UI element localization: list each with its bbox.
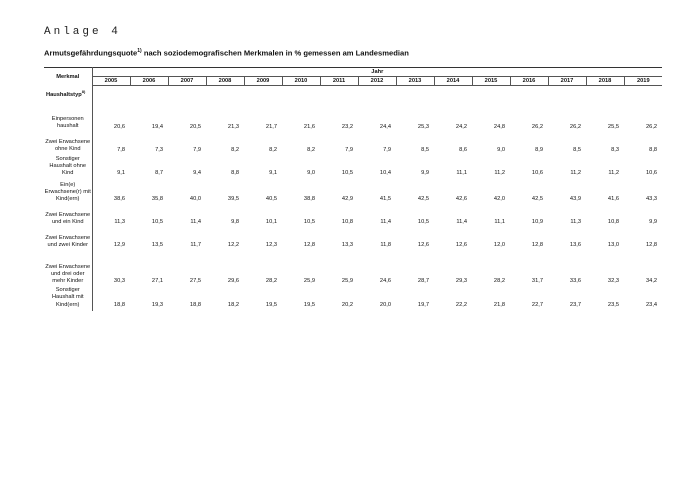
table-cell: 21,3 <box>227 123 239 130</box>
table-cell: 19,5 <box>265 301 277 308</box>
table-cell: 11,1 <box>494 219 505 226</box>
table-cell: 21,8 <box>493 301 505 308</box>
table-cell: 7,9 <box>383 146 391 153</box>
table-cell: 8,3 <box>611 146 619 153</box>
year-header-2009: 2009 <box>244 77 282 86</box>
table-cell: 26,2 <box>531 123 543 130</box>
year-header-2007: 2007 <box>168 77 206 86</box>
table-cell: 18,8 <box>113 301 125 308</box>
year-header-2015: 2015 <box>472 77 510 86</box>
table-cell: 8,2 <box>231 146 239 153</box>
table-cell: 22,7 <box>531 301 543 308</box>
table-cell: 9,0 <box>497 146 505 153</box>
table-cell: 9,1 <box>117 170 125 177</box>
table-cell: 25,3 <box>417 123 429 130</box>
table-cell: 42,0 <box>493 196 505 203</box>
table-row <box>44 179 662 205</box>
table-cell: 9,0 <box>307 170 315 177</box>
year-header-2016: 2016 <box>510 77 548 86</box>
table-cell: 28,2 <box>265 278 277 285</box>
table-cell: 32,3 <box>607 278 619 285</box>
year-header-2019: 2019 <box>624 77 662 86</box>
jahr-header: Jahr <box>92 68 662 77</box>
table-cell: 22,2 <box>455 301 467 308</box>
table-cell: 10,1 <box>265 219 277 226</box>
table-cell: 11,3 <box>570 219 581 226</box>
table-cell: 10,8 <box>341 219 353 226</box>
heading-text-rest: nach soziodemografischen Merkmalen in % gemessen am Landesmedian <box>141 48 409 58</box>
table-cell: 19,5 <box>303 301 315 308</box>
table-cell: 29,3 <box>455 278 467 285</box>
year-header-2018: 2018 <box>586 77 624 86</box>
table-cell: 25,9 <box>303 278 315 285</box>
table-cell: 11,4 <box>190 219 201 226</box>
table-cell: 9,9 <box>649 219 658 226</box>
table-cell: 9,4 <box>193 170 201 177</box>
table-cell: 42,9 <box>341 196 353 203</box>
table-cell: 10,8 <box>607 219 619 226</box>
table-cell: 11,2 <box>608 170 619 177</box>
table-cell: 9,1 <box>269 170 277 177</box>
table-cell: 11,7 <box>190 242 201 249</box>
year-header-2008: 2008 <box>206 77 244 86</box>
row-label: Ein(e) Erwachsene(r) mit Kind(ern) <box>44 179 92 205</box>
table-cell: 19,3 <box>151 301 163 308</box>
table-cell: 39,5 <box>227 196 239 203</box>
table-cell: 8,5 <box>421 146 429 153</box>
table-cell: 12,8 <box>531 242 543 249</box>
table-cell: 11,4 <box>456 219 467 226</box>
table-row <box>44 205 662 228</box>
table-cell: 10,4 <box>379 170 391 177</box>
table-cell: 23,7 <box>569 301 581 308</box>
table-cell: 20,2 <box>341 301 353 308</box>
table-cell: 21,6 <box>303 123 315 130</box>
table-cell: 11,3 <box>114 219 125 226</box>
year-header-2014: 2014 <box>434 77 472 86</box>
table-cell: 12,0 <box>493 242 505 249</box>
table-cell: 41,5 <box>379 196 391 203</box>
table-cell: 12,9 <box>113 242 125 249</box>
table-row <box>44 110 662 133</box>
year-header-2006: 2006 <box>130 77 168 86</box>
table-cell: 42,5 <box>531 196 543 203</box>
table-cell: 19,7 <box>417 301 429 308</box>
table-cell: 38,6 <box>113 196 125 203</box>
table-cell: 11,1 <box>456 170 467 177</box>
table-cell: 10,5 <box>341 170 353 177</box>
row-label: Zwei Erwachsene und ein Kind <box>44 205 92 228</box>
table-cell: 7,9 <box>193 146 201 153</box>
table-cell: 7,9 <box>345 146 353 153</box>
table-cell: 25,9 <box>341 278 353 285</box>
year-header-2005: 2005 <box>92 77 130 86</box>
year-header-row <box>44 77 662 86</box>
row-label: Zwei Erwachsene und zwei Kinder <box>44 228 92 251</box>
table-cell: 21,7 <box>265 123 277 130</box>
table-cell: 27,5 <box>189 278 201 285</box>
table-cell: 13,3 <box>341 242 353 249</box>
table-cell: 13,6 <box>569 242 581 249</box>
table-cell: 42,5 <box>417 196 429 203</box>
table-cell: 23,5 <box>607 301 619 308</box>
table-cell: 23,2 <box>341 123 353 130</box>
year-header-2013: 2013 <box>396 77 434 86</box>
year-header-2010: 2010 <box>282 77 320 86</box>
table-cell: 27,1 <box>151 278 163 285</box>
poverty-rate-table <box>44 67 662 311</box>
table-cell: 10,5 <box>303 219 315 226</box>
table-cell: 13,0 <box>607 242 619 249</box>
table-cell: 24,6 <box>379 278 391 285</box>
table-cell: 8,6 <box>459 146 467 153</box>
table-cell: 11,8 <box>380 242 391 249</box>
table-cell: 10,9 <box>531 219 543 226</box>
table-cell: 30,3 <box>113 278 125 285</box>
table-cell: 8,2 <box>307 146 315 153</box>
table-cell: 12,6 <box>417 242 429 249</box>
table-cell: 10,6 <box>646 170 658 177</box>
table-cell: 24,8 <box>493 123 505 130</box>
table-cell: 40,5 <box>265 196 277 203</box>
table-cell: 10,5 <box>417 219 429 226</box>
table-cell: 28,7 <box>417 278 429 285</box>
table-cell: 31,7 <box>531 278 543 285</box>
group-label <box>44 86 92 110</box>
heading-text: Armutsgefährdungsquote <box>44 48 138 58</box>
table-cell: 18,2 <box>227 301 239 308</box>
merkmal-header: Merkmal <box>44 68 92 86</box>
group-row-spacer <box>92 86 662 110</box>
group-row <box>44 86 662 110</box>
table-cell: 24,4 <box>379 123 391 130</box>
table-cell: 10,5 <box>151 219 163 226</box>
table-cell: 8,5 <box>573 146 581 153</box>
table-cell: 33,6 <box>569 278 581 285</box>
table-cell: 24,2 <box>455 123 467 130</box>
table-cell: 12,3 <box>265 242 277 249</box>
table-cell: 23,4 <box>646 301 658 308</box>
year-header-2017: 2017 <box>548 77 586 86</box>
table-cell: 11,4 <box>380 219 391 226</box>
table-cell: 12,6 <box>455 242 467 249</box>
table-cell: 20,0 <box>379 301 391 308</box>
row-label: Zwei Erwachsene und drei oder mehr Kinder <box>44 251 92 287</box>
table-cell: 38,8 <box>303 196 315 203</box>
table-cell: 8,8 <box>231 170 239 177</box>
row-label: Einpersonen haushalt <box>44 110 92 133</box>
table-cell: 20,5 <box>189 123 201 130</box>
row-label: Zwei Erwachsene ohne Kind <box>44 133 92 156</box>
table-cell: 9,8 <box>231 219 239 226</box>
group-label-text: Haushaltstyp <box>46 91 82 98</box>
table-cell: 10,6 <box>531 170 543 177</box>
group-footnote-ref: 8) <box>81 88 86 94</box>
table-cell: 43,3 <box>646 196 658 203</box>
table-cell: 13,5 <box>151 242 163 249</box>
year-header-2012: 2012 <box>358 77 396 86</box>
table-row <box>44 251 662 287</box>
table-cell: 19,4 <box>151 123 163 130</box>
table-row <box>44 287 662 311</box>
table-row <box>44 133 662 156</box>
heading-footnote-ref: 1) <box>137 48 142 54</box>
table-cell: 43,9 <box>569 196 581 203</box>
table-cell: 12,2 <box>227 242 239 249</box>
table-cell: 28,2 <box>493 278 505 285</box>
table-cell: 25,5 <box>607 123 619 130</box>
table-cell: 8,2 <box>269 146 277 153</box>
table-cell: 34,2 <box>646 278 658 285</box>
table-cell: 35,8 <box>151 196 163 203</box>
table-cell: 29,6 <box>227 278 239 285</box>
table-cell: 12,8 <box>303 242 315 249</box>
table-cell: 18,8 <box>189 301 201 308</box>
table-cell: 12,8 <box>646 242 658 249</box>
table-row <box>44 228 662 251</box>
table-heading <box>44 48 409 58</box>
row-label: Sonstiger Haushalt ohne Kind <box>44 156 92 180</box>
row-label: Sonstiger Haushalt mit Kind(ern) <box>44 287 92 311</box>
table-cell: 7,3 <box>155 146 163 153</box>
table-cell: 40,0 <box>189 196 201 203</box>
table-row <box>44 156 662 180</box>
table-cell: 7,8 <box>117 146 125 153</box>
table-cell: 42,6 <box>455 196 467 203</box>
table-cell: 26,2 <box>569 123 581 130</box>
table-cell: 20,6 <box>113 123 125 130</box>
table-cell: 41,6 <box>607 196 619 203</box>
table-cell: 26,2 <box>646 123 658 130</box>
table-cell: 8,8 <box>649 146 658 153</box>
attachment-label: Anlage 4 <box>44 26 121 38</box>
table-cell: 11,2 <box>494 170 505 177</box>
table-cell: 11,2 <box>570 170 581 177</box>
table-cell: 9,9 <box>421 170 429 177</box>
table-cell: 8,7 <box>155 170 163 177</box>
table-cell: 8,9 <box>535 146 543 153</box>
year-header-2011: 2011 <box>320 77 358 86</box>
table-body <box>44 86 662 311</box>
